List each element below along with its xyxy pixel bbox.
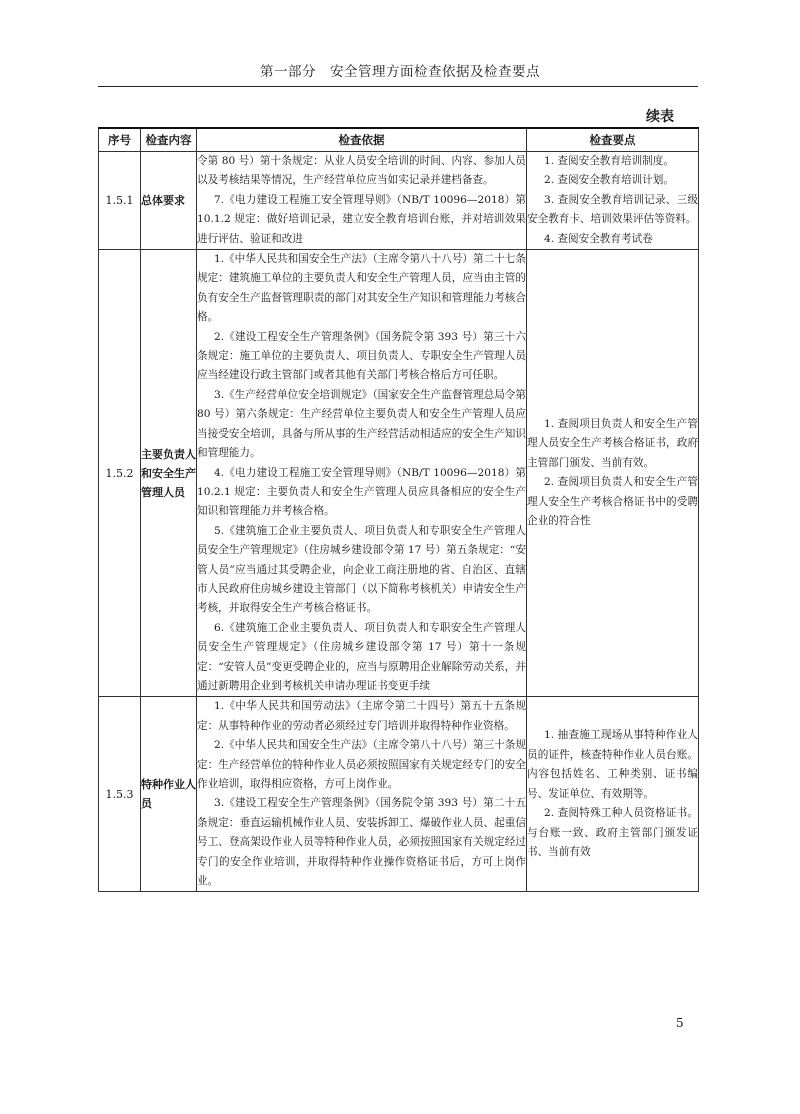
column-header-points: 检查要点 xyxy=(527,128,699,152)
table-row xyxy=(99,697,699,892)
table-row xyxy=(99,152,699,250)
basis-paragraph: 6.《建筑施工企业主要负责人、项目负责人和专职安全生产管理人员安全生产管理规定》（住房城乡建设部令第 17 号）第十一条规定：“安管人员”变更受聘企业的，应当与原聘用企业解除劳动关系，并通过新聘用企业到考核机关申请办理证书变更手续 xyxy=(197,621,526,692)
point-item: 1. 抽查施工现场从事特种作业人员的证件，核查特种作业人员台账。内容包括姓名、工种类别、证书编号、发证单位、有效期等。 xyxy=(527,729,698,800)
basis-paragraph: 3.《生产经营单位安全培训规定》（国家安全生产监督管理总局令第 80 号）第六条规定：生产经营单位主要负责人和安全生产管理人员应当接受安全培训，具备与所从事的生产经营活动相适应的安全生产知识和管理能力。 xyxy=(197,388,526,460)
page-number: 5 xyxy=(676,1016,684,1030)
check-content: 特种作业人员 xyxy=(141,697,197,892)
column-header-item: 检查内容 xyxy=(141,128,197,152)
row-number: 1.5.2 xyxy=(99,250,141,697)
basis-paragraph: 1.《中华人民共和国安全生产法》（主席令第八十八号）第二十七条规定：建筑施工单位的主要负责人和安全生产管理人员，应当由主管的负有安全生产监督管理职责的部门对其安全生产知识和管理能力考核合格。 xyxy=(197,253,526,324)
header-rule xyxy=(98,86,698,87)
continued-label: 续表 xyxy=(646,109,674,125)
basis-paragraph: 7.《电力建设工程施工安全管理导则》（NB/T 10096—2018）第 10.1.2 规定：做好培训记录，建立安全教育培训台账，并对培训效果进行评估、验证和改进 xyxy=(197,193,526,245)
check-points xyxy=(527,152,699,250)
running-head: 第一部分 安全管理方面检查依据及检查要点 xyxy=(260,64,540,80)
check-basis xyxy=(197,250,527,697)
column-header-no: 序号 xyxy=(99,128,141,152)
check-basis xyxy=(197,152,527,250)
point-item: 2. 查阅特殊工种人员资格证书。与台账一致、政府主管部门颁发证书、当前有效 xyxy=(527,807,698,858)
table-header-row xyxy=(99,128,699,152)
basis-paragraph: 令第 80 号）第十条规定：从业人员安全培训的时间、内容、参加人员以及考核结果等情况，生产经营单位应当如实记录并建档备查。 xyxy=(197,155,526,187)
basis-paragraph: 4.《电力建设工程施工安全管理导则》（NB/T 10096—2018）第 10.2.1 规定：主要负责人和安全生产管理人员应具备相应的安全生产知识和管理能力并考核合格。 xyxy=(197,466,526,518)
check-content: 总体要求 xyxy=(141,152,197,250)
basis-paragraph: 2.《中华人民共和国安全生产法》（主席令第八十八号）第三十条规定：生产经营单位的特种作业人员必须按照国家有关规定经专门的安全作业培训，取得相应资格，方可上岗作业。 xyxy=(197,739,526,790)
point-item: 2. 查阅项目负责人和安全生产管理人安全生产考核合格证书中的受聘企业的符合性 xyxy=(527,476,698,528)
table-row xyxy=(99,250,699,697)
check-points xyxy=(527,697,699,892)
point-item: 2. 查阅安全教育培训计划。 xyxy=(543,174,674,187)
point-item: 1. 查阅安全教育培训制度。 xyxy=(543,155,674,167)
point-item: 1. 查阅项目负责人和安全生产管理人员安全生产考核合格证书，政府主管部门颁发、当前有效。 xyxy=(527,417,698,469)
basis-paragraph: 1.《中华人民共和国劳动法》（主席令第二十四号）第五十五条规定：从事特种作业的劳动者必须经过专门培训并取得特种作业资格。 xyxy=(197,700,526,732)
check-content: 主要负责人和安全生产管理人员 xyxy=(141,250,197,697)
basis-paragraph: 2.《建设工程安全生产管理条例》（国务院令第 393 号）第三十六条规定：施工单位的主要负责人、项目负责人、专职安全生产管理人员应当经建设行政主管部门或者其他有关部门考核合格后方可任职。 xyxy=(197,330,526,382)
row-number: 1.5.3 xyxy=(99,697,141,892)
row-number: 1.5.1 xyxy=(99,152,141,250)
basis-paragraph: 5.《建筑施工企业主要负责人、项目负责人和专职安全生产管理人员安全生产管理规定》（住房城乡建设部令第 17 号）第五条规定：“安管人员”应当通过其受聘企业，向企业工商注册地的省、自治区、直辖市人民政府住房城乡建设主管部门（以下简称考核机关）申请安全生产考核，并取得安全生产考核合格证书。 xyxy=(197,524,526,615)
inspection-table xyxy=(98,127,699,892)
column-header-basis: 检查依据 xyxy=(197,128,527,152)
check-basis xyxy=(197,697,527,892)
basis-paragraph: 3.《建设工程安全生产管理条例》（国务院令第 393 号）第二十五条规定：垂直运输机械作业人员、安装拆卸工、爆破作业人员、起重信号工、登高架设作业人员等特种作业人员，必须按照国家有关规定经过专门的安全作业培训，并取得特种作业操作资格证书后，方可上岗作业。 xyxy=(197,797,526,888)
point-item: 3. 查阅安全教育培训记录、三级安全教育卡、培训效果评估等资料。 xyxy=(527,193,698,226)
check-points xyxy=(527,250,699,697)
point-item: 4. 查阅安全教育考试卷 xyxy=(543,232,653,245)
